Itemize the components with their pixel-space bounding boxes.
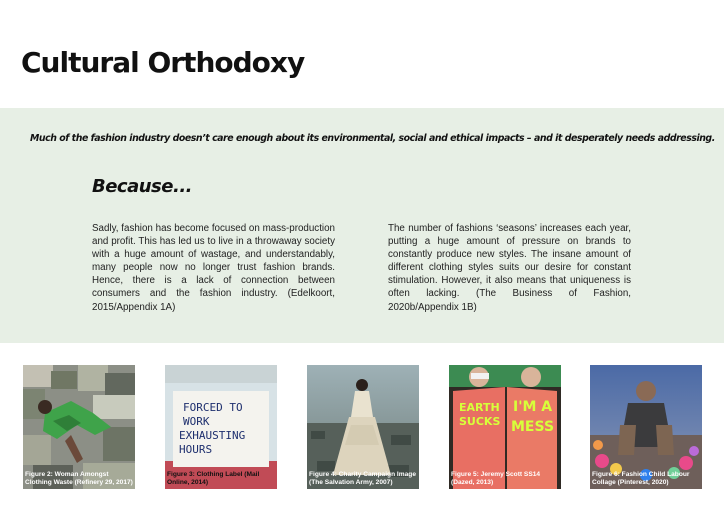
paragraph-left: Sadly, fashion has become focused on mass-production and profit. This has led us to live in a throwaway society with a huge amount of wastage, and understandably, many people now no longer trust fashion brands. Hence, there is a lack of connection between consumers and the fashion industry. (Edelkoort, 2015/Appendix 1A): [92, 223, 335, 313]
figure-3: [165, 365, 277, 489]
figure-4-caption: Figure 4: Charity Campaign Image (The Salvation Army, 2007): [309, 471, 416, 486]
figure-4: [307, 365, 419, 489]
figure-5-caption: Figure 5: Jeremy Scott SS14 (Dazed, 2013): [451, 471, 541, 486]
figure-3-caption: Figure 3: Clothing Label (Mail Online, 2014): [167, 471, 260, 486]
subheading: Because...: [92, 176, 192, 197]
figure-5-shirt-line-2: SUCKS: [459, 415, 501, 428]
figure-5-shirt-line-1: EARTH: [459, 401, 500, 414]
figure-5-shirt-line-4: MESS: [511, 419, 555, 435]
figure-3-label-line-2: WORK: [183, 415, 210, 428]
figure-3-label-line-3: EXHAUSTING: [179, 429, 246, 442]
figure-5: [449, 365, 561, 489]
figure-3-label-line-1: FORCED TO: [183, 401, 243, 414]
figure-2-caption: Figure 2: Woman Amongst Clothing Waste (Refinery 29, 2017): [25, 471, 133, 486]
figure-6-caption: Figure 6: Fashion Child Labour Collage (Pinterest, 2020): [592, 471, 690, 486]
figure-3-label-line-4: HOURS: [179, 443, 213, 456]
figure-5-shirt-line-3: I'M A: [513, 399, 553, 415]
paragraph-right: The number of fashions ‘seasons’ increases each year, putting a huge amount of pressure on brands to constantly produce new styles. The insane amount of different clothing styles suits our desire for constant stimulation. However, it also means that uniqueness is often lacking. (The Business of Fashion, 2020b/Appendix 1B): [388, 223, 631, 313]
page-title: Cultural Orthodoxy: [21, 46, 305, 79]
tagline: Much of the fashion industry doesn’t care enough about its environmental, social and ethical impacts – and it desperately needs addressing.: [30, 133, 715, 144]
figure-2: [23, 365, 135, 489]
figure-6: [590, 365, 702, 489]
